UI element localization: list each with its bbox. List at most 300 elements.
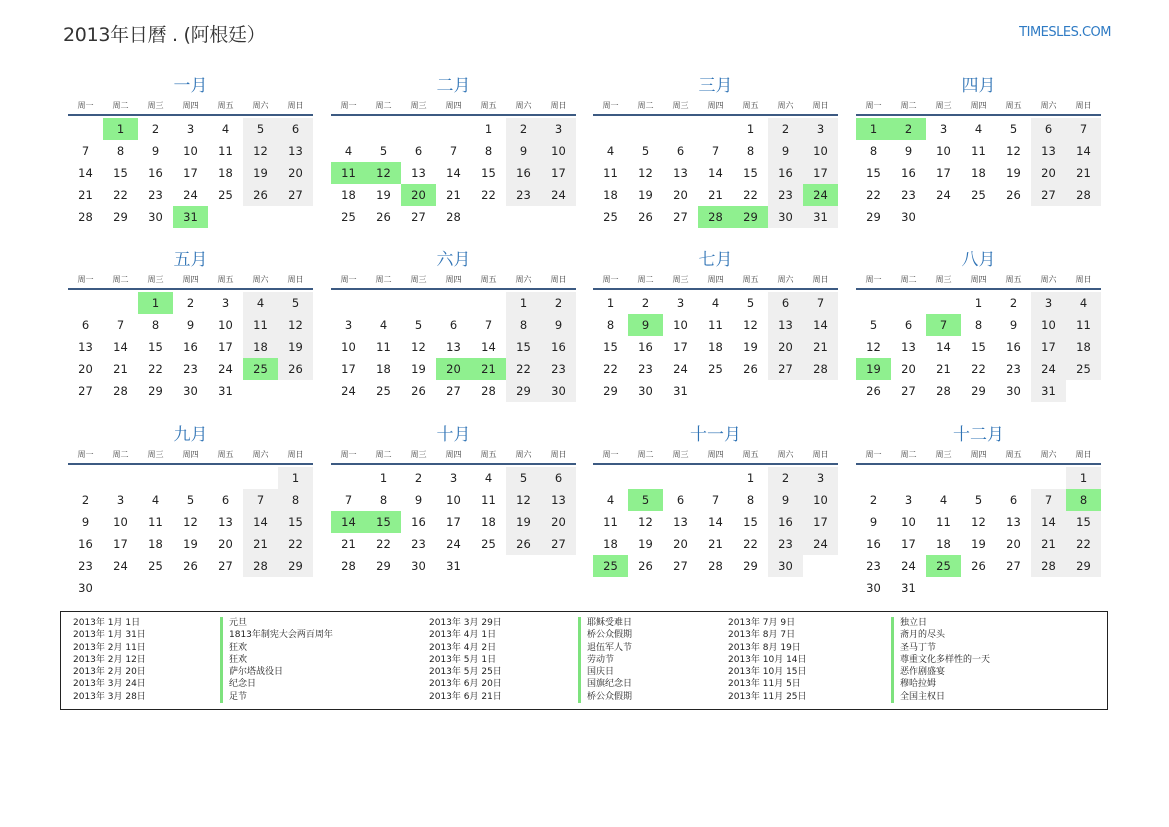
day-cell: 6: [676, 144, 685, 158]
day-cell: 31: [1031, 380, 1066, 402]
day-cell: 21: [708, 537, 723, 551]
weekday-label: 周五: [217, 275, 234, 284]
empty-cell: [856, 292, 891, 314]
day-cell: 1: [278, 467, 313, 489]
day-cell: 26: [411, 384, 426, 398]
header-rule: [593, 114, 838, 116]
header-rule: [331, 463, 576, 465]
weekday-label: 周三: [410, 275, 427, 284]
holiday-name: 国庆日: [578, 666, 632, 678]
day-cell: 12: [638, 166, 653, 180]
holiday-names-col-3: [891, 617, 990, 703]
day-cell: 8: [116, 144, 125, 158]
day-cell: 14: [708, 515, 723, 529]
day-cell: 23: [411, 537, 426, 551]
day-cell: 22: [113, 188, 128, 202]
month-title: 五月: [173, 250, 208, 270]
header-rule: [856, 463, 1101, 465]
weekday-label: 周三: [672, 101, 689, 110]
day-cell: 8: [869, 144, 878, 158]
day-cell: 2: [869, 493, 878, 507]
day-cell: 8: [606, 318, 615, 332]
holiday-day-cell: 28: [698, 206, 733, 228]
day-cell: 27: [278, 184, 313, 206]
day-cell: 11: [971, 144, 986, 158]
weekday-label: 周日: [550, 450, 567, 459]
day-grid: [856, 118, 1101, 228]
day-cell: 17: [1031, 336, 1066, 358]
day-cell: 27: [78, 384, 93, 398]
day-cell: 27: [673, 210, 688, 224]
day-cell: 19: [743, 340, 758, 354]
weekday-header: [593, 99, 838, 113]
weekday-label: 周日: [1075, 275, 1092, 284]
day-cell: 18: [481, 515, 496, 529]
day-cell: 18: [1066, 336, 1101, 358]
day-cell: 31: [901, 581, 916, 595]
holiday-date: 2013年 8月 7日: [728, 630, 796, 641]
weekday-label: 周二: [900, 275, 917, 284]
weekday-label: 周六: [252, 275, 269, 284]
empty-cell: [138, 467, 173, 489]
day-cell: 19: [376, 188, 391, 202]
day-cell: 6: [541, 467, 576, 489]
weekday-header: [331, 99, 576, 113]
weekday-label: 周一: [602, 450, 619, 459]
weekday-label: 周六: [515, 101, 532, 110]
day-cell: 22: [1066, 533, 1101, 555]
holiday-date: 2013年 7月 9日: [728, 618, 796, 628]
day-cell: 18: [148, 537, 163, 551]
day-cell: 24: [673, 362, 688, 376]
day-cell: 12: [411, 340, 426, 354]
day-cell: 13: [1031, 140, 1066, 162]
day-cell: 5: [641, 144, 650, 158]
day-cell: 9: [81, 515, 90, 529]
day-cell: 4: [606, 493, 615, 507]
weekday-label: 周五: [1005, 275, 1022, 284]
day-cell: 25: [148, 559, 163, 573]
day-cell: 16: [506, 162, 541, 184]
month-9: [68, 424, 313, 599]
empty-cell: [891, 467, 926, 489]
day-cell: 4: [243, 292, 278, 314]
day-cell: 4: [1066, 292, 1101, 314]
day-grid: [593, 292, 838, 402]
holiday-date: 2013年 10月 14日: [728, 654, 807, 665]
holiday-day-cell: 1: [856, 118, 891, 140]
weekday-label: 周日: [550, 101, 567, 110]
weekday-label: 周一: [602, 101, 619, 110]
day-cell: 23: [768, 184, 803, 206]
month-7: [593, 249, 838, 402]
day-cell: 13: [673, 515, 688, 529]
month-title: 六月: [436, 250, 471, 270]
header-rule: [593, 463, 838, 465]
empty-cell: [68, 118, 103, 140]
holiday-date: 2013年 5月 1日: [429, 654, 497, 665]
day-cell: 26: [743, 362, 758, 376]
holiday-name: 国旗纪念日: [578, 678, 632, 690]
day-grid: [68, 118, 313, 228]
day-cell: 28: [446, 210, 461, 224]
day-cell: 30: [411, 559, 426, 573]
holiday-day-cell: 14: [331, 511, 366, 533]
day-cell: 31: [446, 559, 461, 573]
empty-cell: [926, 292, 961, 314]
day-cell: 22: [603, 362, 618, 376]
day-cell: 28: [243, 555, 278, 577]
day-cell: 17: [218, 340, 233, 354]
day-cell: 11: [603, 166, 618, 180]
day-cell: 28: [708, 559, 723, 573]
weekday-label: 周一: [340, 450, 357, 459]
day-cell: 21: [803, 336, 838, 358]
day-cell: 30: [1006, 384, 1021, 398]
day-cell: 28: [78, 210, 93, 224]
holiday-date: 2013年 6月 21日: [429, 691, 502, 702]
weekday-label: 周二: [637, 275, 654, 284]
day-cell: 29: [743, 559, 758, 573]
holiday-date: 2013年 5月 25日: [429, 667, 502, 678]
empty-cell: [593, 118, 628, 140]
day-cell: 2: [81, 493, 90, 507]
brand-link[interactable]: TIMESLES.COM: [1019, 25, 1111, 40]
day-cell: 6: [676, 493, 685, 507]
day-cell: 13: [1006, 515, 1021, 529]
weekday-label: 周二: [375, 275, 392, 284]
holiday-day-cell: 20: [401, 184, 436, 206]
day-cell: 3: [904, 493, 913, 507]
weekday-label: 周一: [77, 101, 94, 110]
day-cell: 10: [673, 318, 688, 332]
holiday-day-cell: 15: [366, 511, 401, 533]
day-cell: 16: [866, 537, 881, 551]
day-cell: 30: [866, 581, 881, 595]
empty-cell: [628, 467, 663, 489]
day-cell: 2: [768, 467, 803, 489]
day-cell: 20: [673, 537, 688, 551]
day-cell: 22: [743, 188, 758, 202]
weekday-label: 周一: [865, 101, 882, 110]
day-cell: 3: [116, 493, 125, 507]
day-cell: 10: [901, 515, 916, 529]
day-cell: 1: [506, 292, 541, 314]
day-cell: 31: [803, 206, 838, 228]
day-cell: 15: [971, 340, 986, 354]
day-cell: 13: [218, 515, 233, 529]
day-cell: 28: [1031, 555, 1066, 577]
month-title: 三月: [698, 76, 733, 96]
month-3: [593, 75, 838, 228]
day-cell: 19: [506, 511, 541, 533]
day-cell: 9: [186, 318, 195, 332]
day-cell: 12: [183, 515, 198, 529]
day-cell: 27: [1031, 184, 1066, 206]
empty-cell: [331, 118, 366, 140]
weekday-label: 周四: [970, 450, 987, 459]
month-5: [68, 249, 313, 402]
day-cell: 8: [151, 318, 160, 332]
weekday-label: 周三: [410, 101, 427, 110]
weekday-label: 周四: [445, 101, 462, 110]
header-rule: [856, 114, 1101, 116]
weekday-label: 周六: [1040, 101, 1057, 110]
weekday-header: [856, 448, 1101, 462]
day-cell: 12: [866, 340, 881, 354]
day-cell: 10: [936, 144, 951, 158]
weekday-label: 周三: [935, 450, 952, 459]
day-cell: 7: [484, 318, 493, 332]
month-title: 四月: [961, 76, 996, 96]
day-cell: 12: [1006, 144, 1021, 158]
weekday-label: 周二: [112, 275, 129, 284]
month-4: [856, 75, 1101, 228]
month-6: [331, 249, 576, 402]
day-cell: 8: [746, 144, 755, 158]
day-cell: 18: [243, 336, 278, 358]
holiday-day-cell: 8: [1066, 489, 1101, 511]
holiday-name: 全国主权日: [891, 691, 990, 703]
day-cell: 4: [606, 144, 615, 158]
day-cell: 13: [446, 340, 461, 354]
day-cell: 13: [673, 166, 688, 180]
empty-cell: [401, 118, 436, 140]
day-cell: 6: [768, 292, 803, 314]
day-cell: 20: [541, 511, 576, 533]
month-11: [593, 424, 838, 577]
weekday-label: 周四: [182, 275, 199, 284]
holiday-date: 2013年 10月 15日: [728, 667, 807, 678]
day-cell: 24: [1031, 358, 1066, 380]
holiday-name: 1813年制宪大会两百周年: [220, 629, 333, 641]
day-cell: 17: [673, 340, 688, 354]
holiday-day-cell: 29: [733, 206, 768, 228]
day-cell: 17: [183, 166, 198, 180]
day-cell: 31: [218, 384, 233, 398]
holiday-name: 狂欢: [220, 642, 333, 654]
day-cell: 28: [341, 559, 356, 573]
day-cell: 20: [278, 162, 313, 184]
weekday-label: 周六: [777, 450, 794, 459]
day-cell: 15: [148, 340, 163, 354]
day-cell: 6: [1031, 118, 1066, 140]
holiday-dates-col-2: [429, 617, 502, 703]
holiday-day-cell: 7: [926, 314, 961, 336]
day-cell: 21: [113, 362, 128, 376]
holiday-day-cell: 24: [803, 184, 838, 206]
day-cell: 27: [673, 559, 688, 573]
empty-cell: [401, 292, 436, 314]
weekday-label: 周六: [1040, 450, 1057, 459]
day-cell: 23: [541, 358, 576, 380]
day-cell: 11: [481, 493, 496, 507]
month-title: 十月: [436, 425, 471, 445]
day-cell: 29: [148, 384, 163, 398]
weekday-label: 周六: [515, 450, 532, 459]
day-cell: 19: [243, 162, 278, 184]
day-cell: 24: [218, 362, 233, 376]
empty-cell: [208, 467, 243, 489]
day-cell: 29: [866, 210, 881, 224]
day-cell: 11: [243, 314, 278, 336]
day-cell: 15: [506, 336, 541, 358]
header-rule: [856, 288, 1101, 290]
day-cell: 28: [481, 384, 496, 398]
day-cell: 3: [186, 122, 195, 136]
holiday-names-col-1: [220, 617, 333, 703]
page-title: 2013年日曆 . (阿根廷）: [63, 24, 266, 46]
weekday-label: 周六: [1040, 275, 1057, 284]
weekday-label: 周一: [865, 450, 882, 459]
weekday-label: 周四: [707, 275, 724, 284]
empty-cell: [436, 118, 471, 140]
day-cell: 16: [638, 340, 653, 354]
day-cell: 22: [506, 358, 541, 380]
day-cell: 26: [243, 184, 278, 206]
day-cell: 26: [506, 533, 541, 555]
weekday-label: 周三: [672, 450, 689, 459]
day-cell: 1: [1066, 467, 1101, 489]
day-cell: 9: [151, 144, 160, 158]
weekday-label: 周二: [375, 450, 392, 459]
day-cell: 22: [866, 188, 881, 202]
day-cell: 18: [603, 188, 618, 202]
holiday-date: 2013年 3月 28日: [73, 691, 146, 702]
holiday-date: 2013年 11月 25日: [728, 691, 807, 702]
holiday-day-cell: 9: [628, 314, 663, 336]
day-cell: 17: [901, 537, 916, 551]
day-cell: 7: [1066, 118, 1101, 140]
day-cell: 11: [603, 515, 618, 529]
day-cell: 12: [278, 314, 313, 336]
weekday-label: 周五: [217, 450, 234, 459]
day-cell: 26: [1006, 188, 1021, 202]
day-cell: 29: [1066, 555, 1101, 577]
day-cell: 19: [278, 336, 313, 358]
weekday-label: 周四: [707, 450, 724, 459]
day-cell: 8: [379, 493, 388, 507]
day-cell: 2: [541, 292, 576, 314]
day-cell: 11: [376, 340, 391, 354]
day-cell: 30: [768, 206, 803, 228]
day-cell: 30: [541, 380, 576, 402]
day-cell: 23: [1006, 362, 1021, 376]
day-cell: 21: [341, 537, 356, 551]
day-cell: 2: [506, 118, 541, 140]
weekday-label: 周一: [340, 101, 357, 110]
weekday-header: [68, 273, 313, 287]
month-12: [856, 424, 1101, 599]
day-cell: 2: [186, 296, 195, 310]
day-grid: [856, 292, 1101, 402]
weekday-label: 周二: [112, 101, 129, 110]
month-title: 一月: [173, 76, 208, 96]
weekday-label: 周三: [147, 275, 164, 284]
empty-cell: [68, 467, 103, 489]
day-cell: 20: [78, 362, 93, 376]
empty-cell: [698, 118, 733, 140]
weekday-header: [856, 99, 1101, 113]
day-cell: 10: [803, 140, 838, 162]
day-cell: 22: [376, 537, 391, 551]
day-cell: 21: [1066, 162, 1101, 184]
day-cell: 14: [803, 314, 838, 336]
month-title: 八月: [961, 250, 996, 270]
empty-cell: [331, 292, 366, 314]
weekday-label: 周四: [707, 101, 724, 110]
day-cell: 2: [768, 118, 803, 140]
weekday-label: 周五: [742, 275, 759, 284]
day-cell: 8: [278, 489, 313, 511]
day-cell: 6: [449, 318, 458, 332]
day-cell: 29: [506, 380, 541, 402]
day-cell: 22: [481, 188, 496, 202]
day-cell: 3: [221, 296, 230, 310]
day-cell: 11: [218, 144, 233, 158]
day-cell: 24: [113, 559, 128, 573]
day-cell: 3: [541, 118, 576, 140]
day-cell: 30: [901, 210, 916, 224]
holiday-date: 2013年 1月 1日: [73, 618, 141, 628]
day-cell: 1: [484, 122, 493, 136]
weekday-label: 周五: [1005, 450, 1022, 459]
day-cell: 4: [484, 471, 493, 485]
day-cell: 9: [768, 489, 803, 511]
day-cell: 24: [901, 559, 916, 573]
day-cell: 4: [151, 493, 160, 507]
day-cell: 6: [904, 318, 913, 332]
weekday-label: 周二: [375, 101, 392, 110]
day-cell: 13: [411, 166, 426, 180]
holiday-names-col-2: [578, 617, 632, 703]
weekday-label: 周四: [445, 275, 462, 284]
day-cell: 7: [243, 489, 278, 511]
day-cell: 23: [506, 184, 541, 206]
weekday-label: 周日: [812, 101, 829, 110]
day-cell: 21: [936, 362, 951, 376]
day-cell: 6: [81, 318, 90, 332]
weekday-label: 周六: [515, 275, 532, 284]
empty-cell: [471, 292, 506, 314]
day-cell: 25: [376, 384, 391, 398]
weekday-label: 周一: [77, 275, 94, 284]
day-cell: 3: [449, 471, 458, 485]
holiday-day-cell: 11: [331, 162, 366, 184]
day-cell: 13: [901, 340, 916, 354]
weekday-label: 周三: [147, 101, 164, 110]
holiday-name: 萨尔塔战役日: [220, 666, 333, 678]
day-cell: 25: [603, 210, 618, 224]
holiday-date: 2013年 3月 24日: [73, 679, 146, 690]
day-cell: 4: [344, 144, 353, 158]
day-cell: 7: [116, 318, 125, 332]
day-cell: 18: [936, 537, 951, 551]
month-title: 九月: [173, 425, 208, 445]
day-cell: 17: [936, 166, 951, 180]
day-cell: 23: [901, 188, 916, 202]
day-cell: 9: [506, 140, 541, 162]
month-8: [856, 249, 1101, 402]
day-cell: 23: [638, 362, 653, 376]
day-cell: 6: [221, 493, 230, 507]
holiday-date: 2013年 2月 12日: [73, 654, 146, 665]
empty-cell: [366, 118, 401, 140]
day-cell: 4: [974, 122, 983, 136]
day-cell: 30: [148, 210, 163, 224]
day-cell: 14: [1031, 511, 1066, 533]
day-cell: 24: [183, 188, 198, 202]
